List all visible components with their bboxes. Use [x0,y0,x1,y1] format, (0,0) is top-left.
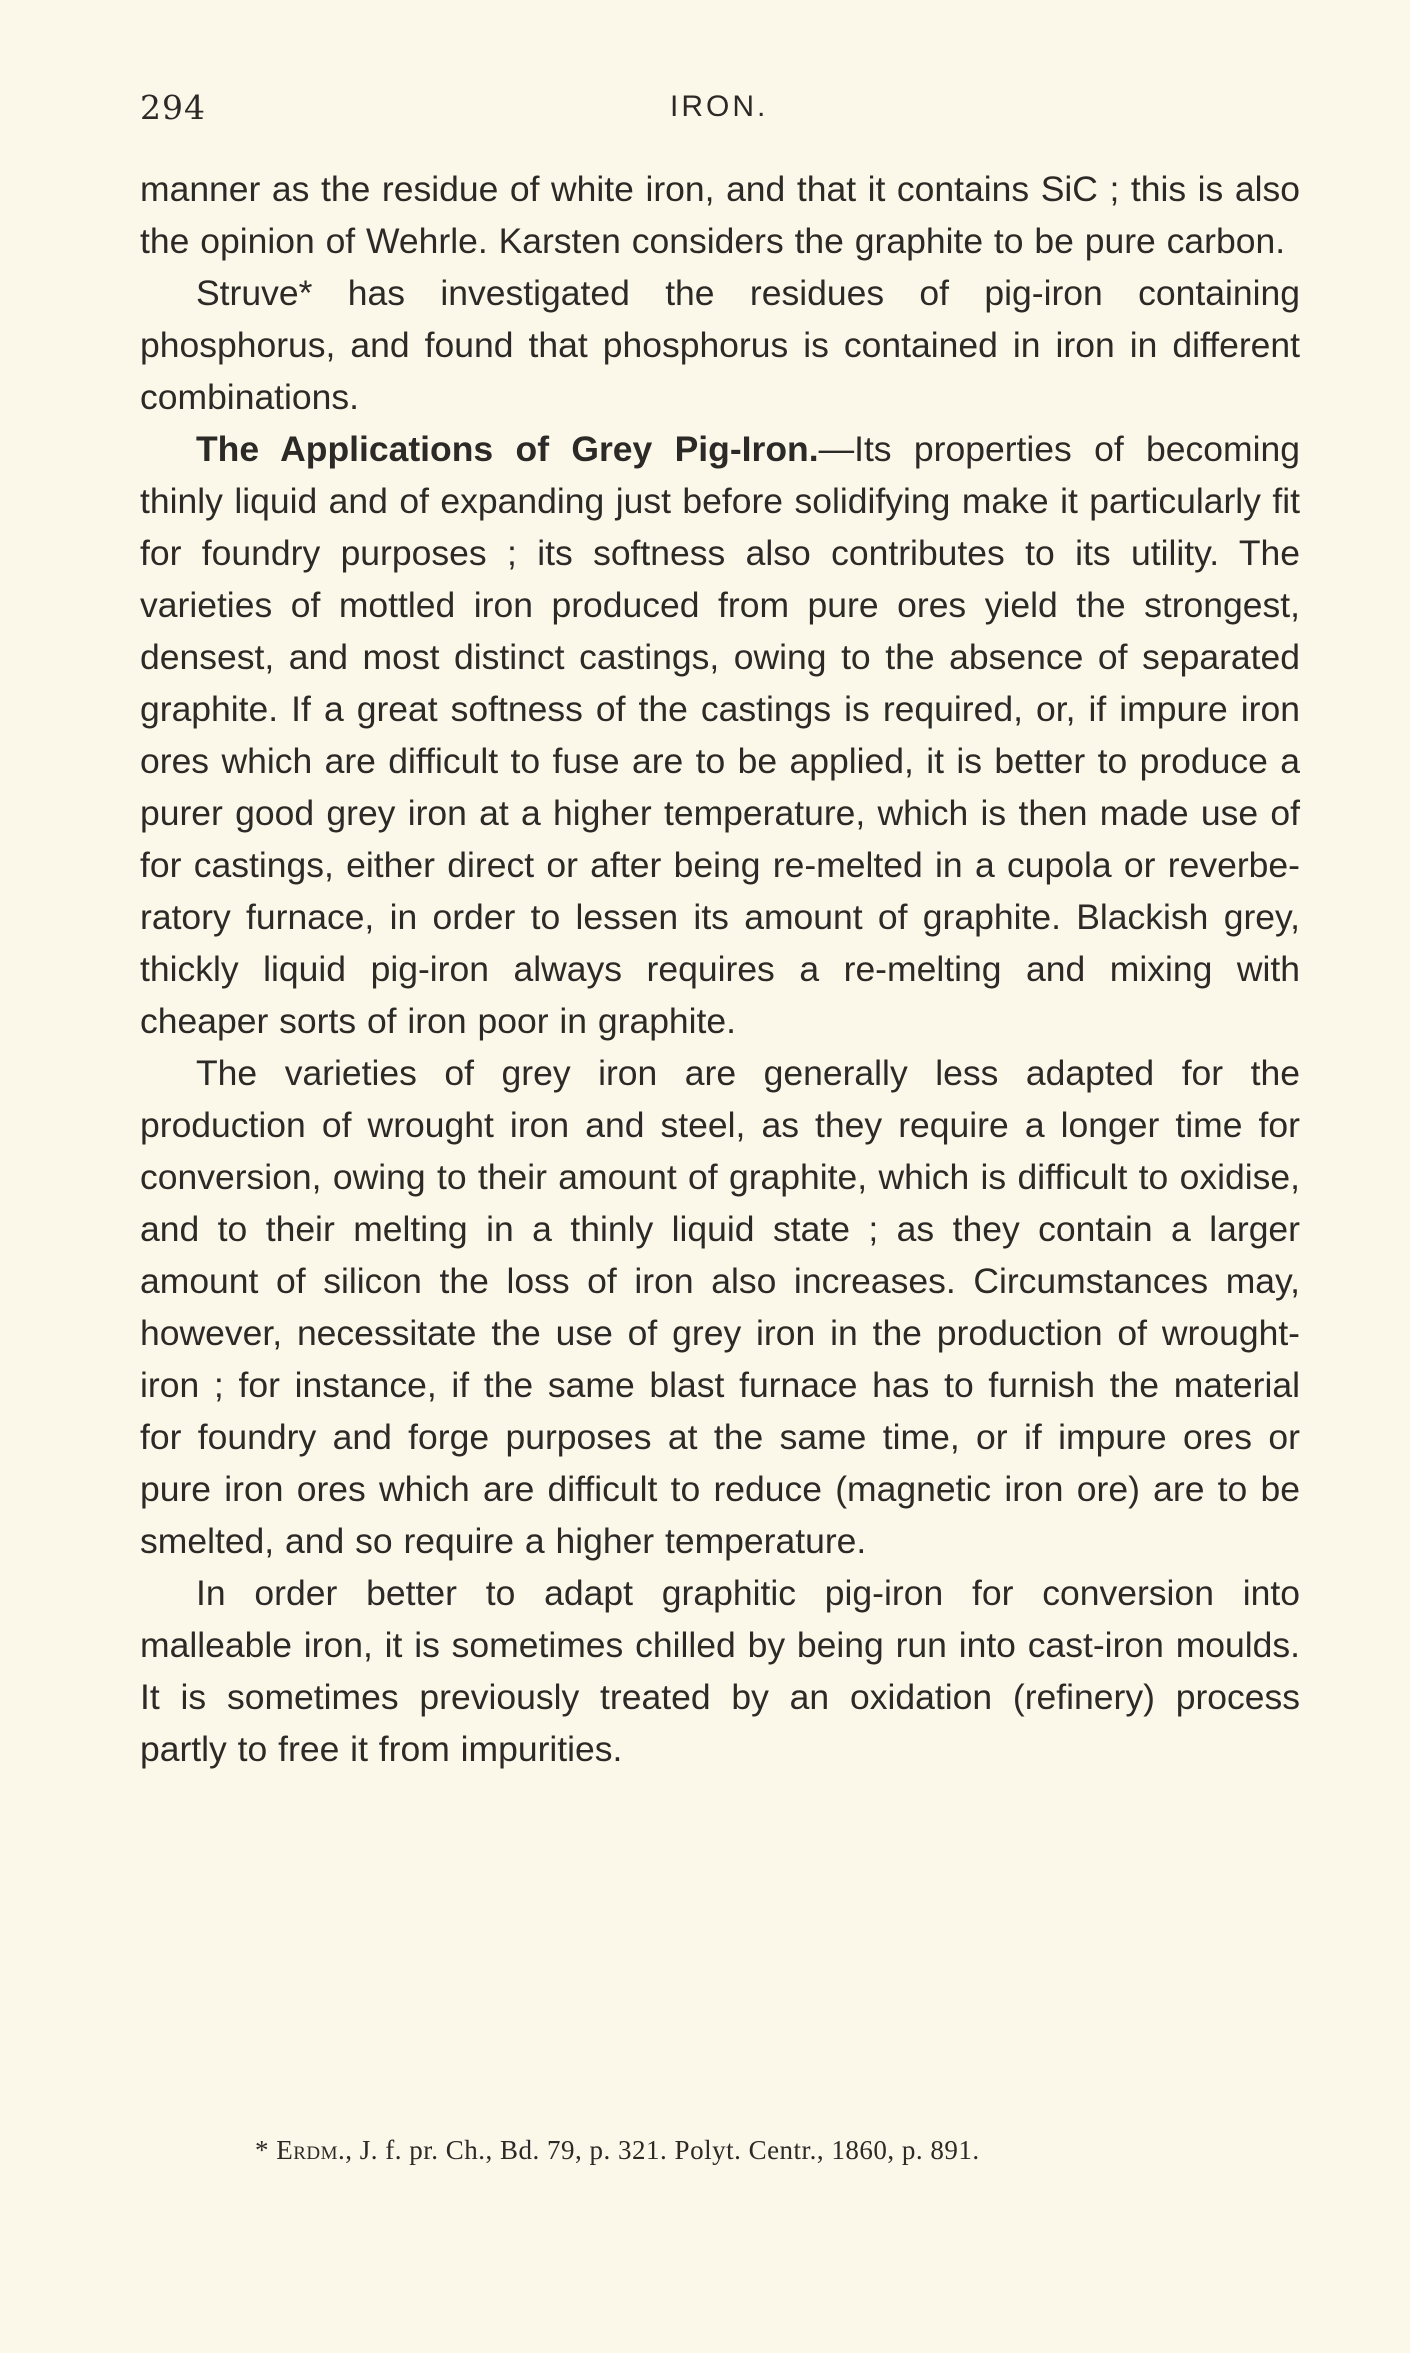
paragraph-text: In order better to adapt graphitic pig-iron for conversion into malleable iron, it is sometimes chilled by being run into cast-iron moulds. It is sometimes previously treated by an oxidation (refinery) process partly to free it from impurities. [140,1573,1300,1769]
paragraph-1 [140,163,1300,267]
paragraph-5 [140,1567,1300,1775]
page-number: 294 [140,88,206,127]
section-run-in-heading: The Applications of Grey Pig-Iron. [196,429,819,469]
footnote-author: Erdm., [276,2135,353,2165]
paragraph-2 [140,267,1300,423]
footnote-marker: * [255,2135,269,2165]
paragraph-4 [140,1047,1300,1567]
paragraph-text: manner as the residue of white iron, and that it contains SiC ; this is also the opinion of Wehrle. Karsten considers the graphite to be pure carbon. [140,169,1300,261]
page-header [140,88,1300,128]
paragraph-text: Struve* has investigated the residues of pig-iron containing phosphorus, and found that phosphorus is contained in iron in different combinations. [140,273,1300,417]
paragraph-text: —Its properties of becoming thinly liquid and of expanding just before solidifying make it particularly fit for foundry purposes ; its softness also contributes to its utility. The varieties of mottled iron produced from pure ores yield the strongest, densest, and most distinct castings, owing to the absence of separated graphite. If a great softness of the castings is required, or, if impure iron ores which are difficult to fuse are to be applied, it is better to produce a purer good grey iron at a higher temperature, which is then made use of for castings, either direct or after being re-melted in a cupola or reverberatory furnace, in order to lessen its amount of graphite. Blackish grey, thickly liquid pig-iron always requires a re-melting and mixing with cheaper sorts of iron poor in graphite. [140,429,1300,1041]
running-head: IRON. [670,90,769,123]
body-text [140,163,1300,1775]
paragraph-text: The varieties of grey iron are generally less adapted for the production of wrought iron and steel, as they require a longer time for conversion, owing to their amount of graphite, which is difficult to oxidise, and to their melting in a thinly liquid state ; as they contain a larger amount of silicon the loss of iron also increases. Circumstances may, however, necessitate the use of grey iron in the production of wrought-iron ; for instance, if the same blast furnace has to furnish the material for foundry and forge purposes at the same time, or if impure ores or pure iron ores which are difficult to reduce (magnetic iron ore) are to be smelted, and so require a higher temperature. [140,1053,1300,1561]
footnote-text: J. f. pr. Ch., Bd. 79, p. 321. Polyt. Centr., 1860, p. 891. [359,2135,980,2165]
paragraph-3 [140,423,1300,1047]
footnote [255,2135,1295,2166]
